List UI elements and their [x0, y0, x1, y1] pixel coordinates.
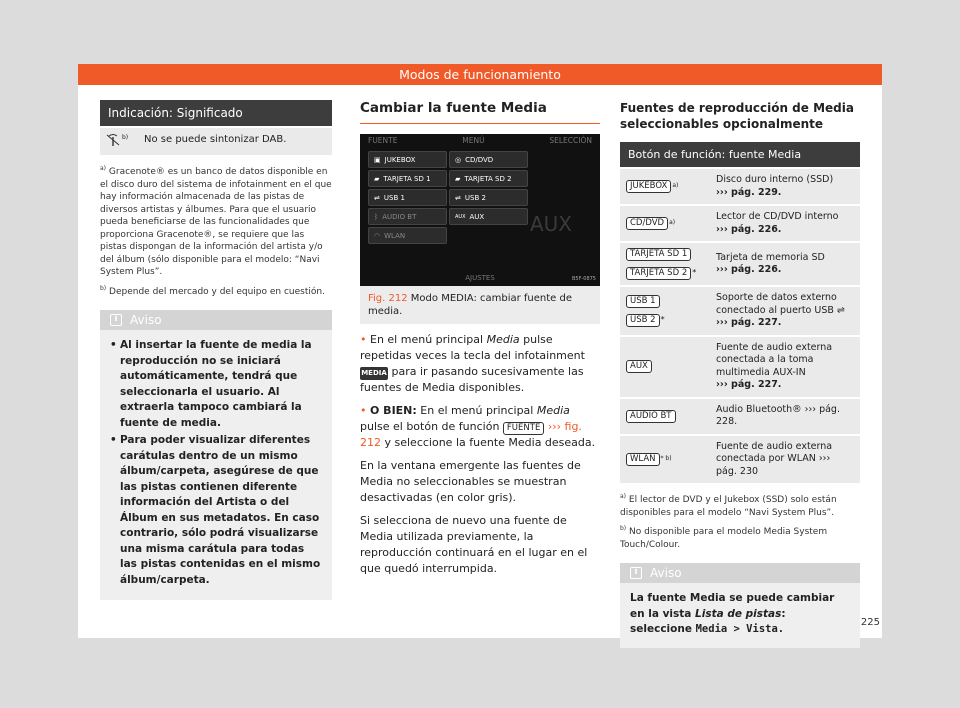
info-icon: i — [110, 314, 122, 326]
instructions — [360, 332, 600, 577]
right-column — [620, 100, 860, 648]
sd-card-icon: ▰ — [374, 174, 380, 183]
source-button-wlan: ◠ WLAN — [368, 227, 447, 244]
source-button-usb2: ⇌ USB 2 — [449, 189, 528, 206]
tab-menu: MENÚ — [462, 136, 485, 145]
table-row: AUX Fuente de audio externa conectada a la toma multimedia AUX-IN ››› pág. 227. — [620, 337, 860, 397]
sd-card-icon: ▰ — [455, 174, 461, 183]
paragraph-1: • En el menú principal Media pulse repetidas veces la tecla del infotainment MEDIA para ir pasando sucesivamente las fuentes de Media disponibles. — [360, 333, 585, 394]
indicator-meaning: No se puede sintonizar DAB. — [144, 134, 287, 145]
middle-column — [360, 100, 600, 584]
usb-icon: ⇌ — [455, 193, 461, 202]
notice-box — [620, 563, 860, 648]
notice-box — [100, 310, 332, 600]
sources-title: Fuentes de reproducción de Media seleccionables opcionalmente — [620, 101, 854, 131]
tab-seleccion: SELECCIÓN — [549, 136, 592, 145]
source-button-sd2: ▰ TARJETA SD 2 — [449, 170, 528, 187]
info-icon: i — [630, 567, 642, 579]
cd-dvd-key: CD/DVD — [626, 217, 668, 230]
table-row: JUKEBOX a) Disco duro interno (SSD) ››› pág. 229. — [620, 169, 860, 204]
infotainment-screen-figure — [360, 134, 600, 286]
page-ref[interactable]: ››› pág. 229. — [716, 186, 782, 198]
notice-list — [100, 330, 332, 600]
tab-fuente: FUENTE — [368, 136, 398, 145]
wifi-icon: ◠ — [374, 231, 381, 240]
page-number: 225 — [860, 617, 880, 628]
paragraph-3: En la ventana emergente las fuentes de Media no seleccionables se muestran desactivadas (en color gris). — [360, 459, 581, 504]
page-ref[interactable]: ››› pág. 227. — [716, 317, 782, 328]
table-row: CD/DVD a) Lector de CD/DVD interno ››› pág. 226. — [620, 206, 860, 241]
page-ref[interactable]: ››› pág. 227. — [716, 379, 782, 390]
settings-label: AJUSTES — [465, 274, 495, 282]
section-title: Cambiar la fuente Media — [360, 100, 600, 124]
disc-icon: ◎ — [455, 155, 462, 164]
footnote-b: $^{b)}$ No disponible para el modelo Media System Touch/Colour. — [620, 525, 828, 550]
aux-key: AUX — [626, 360, 652, 373]
source-button-audio-bt: ᛒ AUDIO BT — [368, 208, 447, 225]
sources-table-head: Botón de función: fuente Media — [620, 142, 860, 167]
source-button-usb1: ⇌ USB 1 — [368, 189, 447, 206]
sd1-key: TARJETA SD 1 — [626, 248, 691, 261]
figure-code: B5F-0875 — [571, 276, 596, 282]
notice-header: i Aviso — [620, 563, 860, 583]
footnote-a: $^{a)}$ Gracenote® es un banco de datos disponible en el disco duro del sistema de infotainment en el que hay información almacenada de las pistas de diversos artistas y álbumes. Para que el usuario pueda beneficiarse de las funcionalidades que proporciona Gracenote®, se requiere que las pistas dispongan de la información del artista y/o del álbum (sólo disponible para el modelo: “Navi System Plus”. — [100, 165, 332, 277]
page-header: Modos de funcionamiento — [78, 64, 882, 85]
aux-icon: AUX — [455, 213, 466, 220]
usb-icon: ⇌ — [374, 193, 380, 202]
wlan-key: WLAN — [626, 453, 660, 466]
left-column — [100, 100, 332, 600]
usb1-key: USB 1 — [626, 295, 660, 308]
table-row: USB 1 USB 2 * Soporte de datos externo conectado al puerto USB ⇌ ››› pág. 227. — [620, 287, 860, 335]
source-button-sd1: ▰ TARJETA SD 1 — [368, 170, 447, 187]
page-ref[interactable]: ››› pág. 226. — [716, 223, 782, 235]
notice-header: i Aviso — [100, 310, 332, 330]
notice-item: • Para poder visualizar diferentes carátulas dentro de un mismo álbum/carpeta, asegúrese de que las pistas contienen diferente información del Artista o del Álbum en sus metadatos. En caso contrario, sólo podrá visualizarse una misma carátula para todas las pistas contenidas en el mismo álbum/carpeta. — [110, 433, 322, 588]
source-button-jukebox: ▣ JUKEBOX — [368, 151, 447, 168]
jukebox-key: JUKEBOX — [626, 180, 671, 193]
disk-icon: ▣ — [374, 155, 381, 164]
source-button-cd-dvd: ◎ CD/DVD — [449, 151, 528, 168]
table-row: TARJETA SD 1 TARJETA SD 2 * Tarjeta de memoria SD ››› pág. 226. — [620, 243, 860, 285]
page-ref[interactable]: ››› pág. 226. — [716, 264, 782, 275]
notice-text: La fuente Media se puede cambiar en la vista Lista de pistas: seleccione Media > Vista. — [630, 592, 835, 635]
figure-caption: Fig. 212 Modo MEDIA: cambiar fuente de media. — [360, 286, 600, 324]
sd2-key: TARJETA SD 2 — [626, 267, 691, 280]
fuente-key: FUENTE — [503, 422, 544, 435]
screen-tabs — [360, 134, 600, 147]
usb2-key: USB 2 — [626, 314, 660, 327]
figure-link[interactable]: ››› fig. 212 — [360, 420, 582, 449]
bluetooth-icon: ᛒ — [374, 212, 379, 221]
source-grid — [368, 151, 528, 244]
current-source-label: AUX — [529, 212, 572, 236]
antenna-off-icon — [106, 134, 120, 149]
paragraph-2: • O BIEN: En el menú principal Media pulse el botón de función FUENTE ››› fig. 212 y seleccione la fuente Media deseada. — [360, 404, 596, 449]
audio-bt-key: AUDIO BT — [626, 410, 676, 423]
footnote-a: $^{a)}$ El lector de DVD y el Jukebox (SSD) solo están disponibles para el modelo “Navi System Plus”. — [620, 493, 837, 518]
media-key-icon: MEDIA — [360, 367, 388, 380]
indicator-table-head: Indicación: Significado — [100, 100, 332, 126]
table-row: WLAN * b) Fuente de audio externa conectada por WLAN ››› pág. 230 — [620, 436, 860, 484]
indicator-table-row — [100, 128, 332, 155]
manual-page — [78, 64, 882, 638]
footnote-b: $^{b)}$ Depende del mercado y del equipo en cuestión. — [100, 284, 325, 297]
footnote-ref: b) — [122, 134, 129, 141]
usb-icon: ⇌ — [836, 304, 845, 316]
paragraph-4: Si selecciona de nuevo una fuente de Media utilizada previamente, la reproducción continuará en el lugar en el que quedó interrumpida. — [360, 514, 588, 575]
source-button-aux: AUX AUX — [449, 208, 528, 225]
table-row: AUDIO BT Audio Bluetooth® ››› pág. 228. — [620, 399, 860, 434]
notice-item: • Al insertar la fuente de media la reproducción no se iniciará automáticamente, tendrá que seleccionarla el usuario. Al extraerla tampoco cambiará la fuente de media. — [110, 338, 322, 431]
